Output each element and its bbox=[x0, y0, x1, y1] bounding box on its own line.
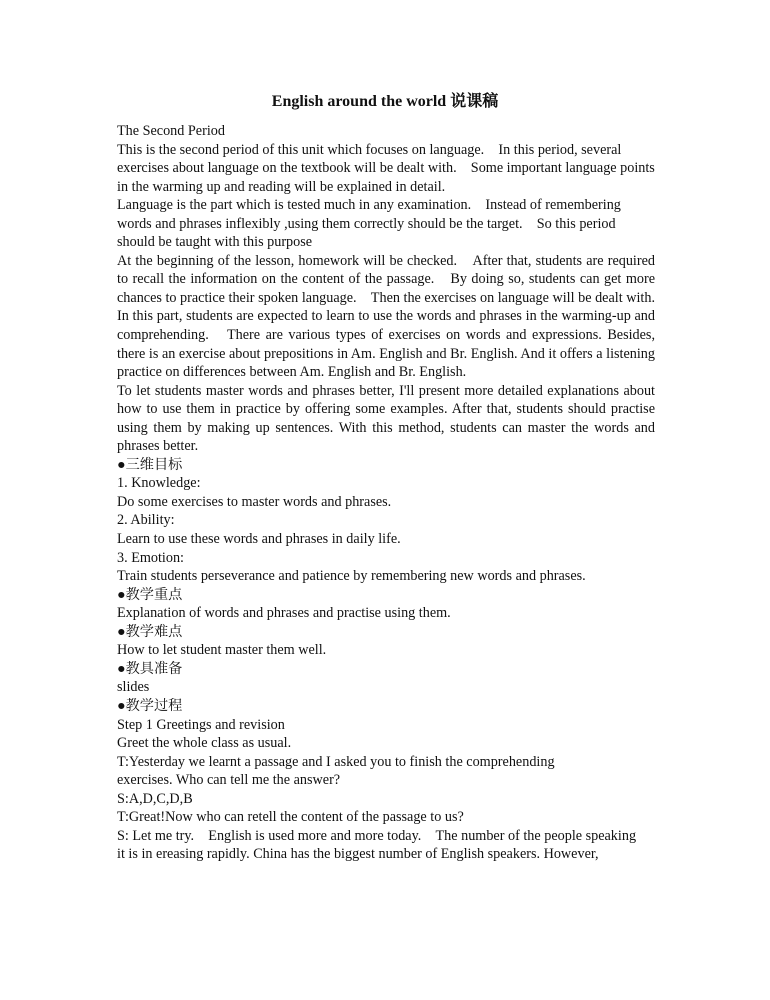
paragraph-explanations: To let students master words and phrases better, I'll present more detailed explanations about how to use them in practice by offering some examples. After that, students should practise using them by making up sentences. With this method, students can master the words and phrases better. bbox=[117, 382, 655, 455]
key-points-text: Explanation of words and phrases and practise using them. bbox=[117, 605, 451, 622]
objective-ability-text: Learn to use these words and phrases in daily life. bbox=[117, 531, 401, 548]
dialogue-student-1: S:A,D,C,D,B bbox=[117, 790, 193, 807]
paragraph-lesson-beginning: At the beginning of the lesson, homework will be checked. After that, students are required to recall the information on the content of the passage. By doing so, students can get more chances to practice their spoken language. Then the exercises on language will be dealt with. In this part, students are expected to learn to use the words and phrases in the warming-up and comprehending. There are various types of exercises on words and expressions. Besides, there is an exercise about prepositions in Am. English and Br. English. And it offers a listening practice on differences between Am. English and Br. English. bbox=[117, 252, 670, 381]
objective-knowledge-label: 1. Knowledge: bbox=[117, 475, 201, 492]
objective-emotion-label: 3. Emotion: bbox=[117, 549, 184, 566]
section-heading-materials: ●教具准备 bbox=[117, 660, 183, 677]
section-heading-process: ●教学过程 bbox=[117, 697, 183, 714]
objective-knowledge-text: Do some exercises to master words and phrases. bbox=[117, 493, 392, 510]
section-heading-key-points: ●教学重点 bbox=[117, 586, 183, 603]
paragraph-language: Language is the part which is tested much in any examination. Instead of remembering words and phrases inflexibly ,using them correctly should be the target. So this period should be taught with this purpose bbox=[117, 197, 621, 251]
paragraph-period-heading: The Second Period bbox=[117, 123, 225, 139]
paragraph-intro: This is the second period of this unit which focuses on language. In this period, several exercises about language on the textbook will be dealt with. Some important language points in the warming up and reading will be explained in detail. bbox=[117, 141, 655, 195]
dialogue-teacher-1: T:Yesterday we learnt a passage and I asked you to finish the comprehending exercises. Who can tell me the answer? bbox=[117, 753, 555, 789]
objective-ability-label: 2. Ability: bbox=[117, 512, 175, 529]
dialogue-teacher-2: T:Great!Now who can retell the content of the passage to us? bbox=[117, 809, 464, 826]
dialogue-student-2-continued: it is in ereasing rapidly. China has the biggest number of English speakers. However, bbox=[117, 846, 599, 863]
section-heading-objectives: ●三维目标 bbox=[117, 456, 183, 473]
document-body bbox=[117, 122, 670, 864]
step-1-greeting: Greet the whole class as usual. bbox=[117, 735, 292, 752]
difficulties-text: How to let student master them well. bbox=[117, 642, 327, 659]
objective-emotion-text: Train students perseverance and patience by remembering new words and phrases. bbox=[117, 568, 586, 585]
section-heading-difficulties: ●教学难点 bbox=[117, 623, 183, 640]
materials-text: slides bbox=[117, 679, 150, 696]
document-title: English around the world 说课稿 bbox=[271, 93, 499, 110]
dialogue-student-2: S: Let me try. English is used more and more today. The number of the people speaking bbox=[117, 827, 637, 844]
step-1-heading: Step 1 Greetings and revision bbox=[117, 716, 285, 733]
